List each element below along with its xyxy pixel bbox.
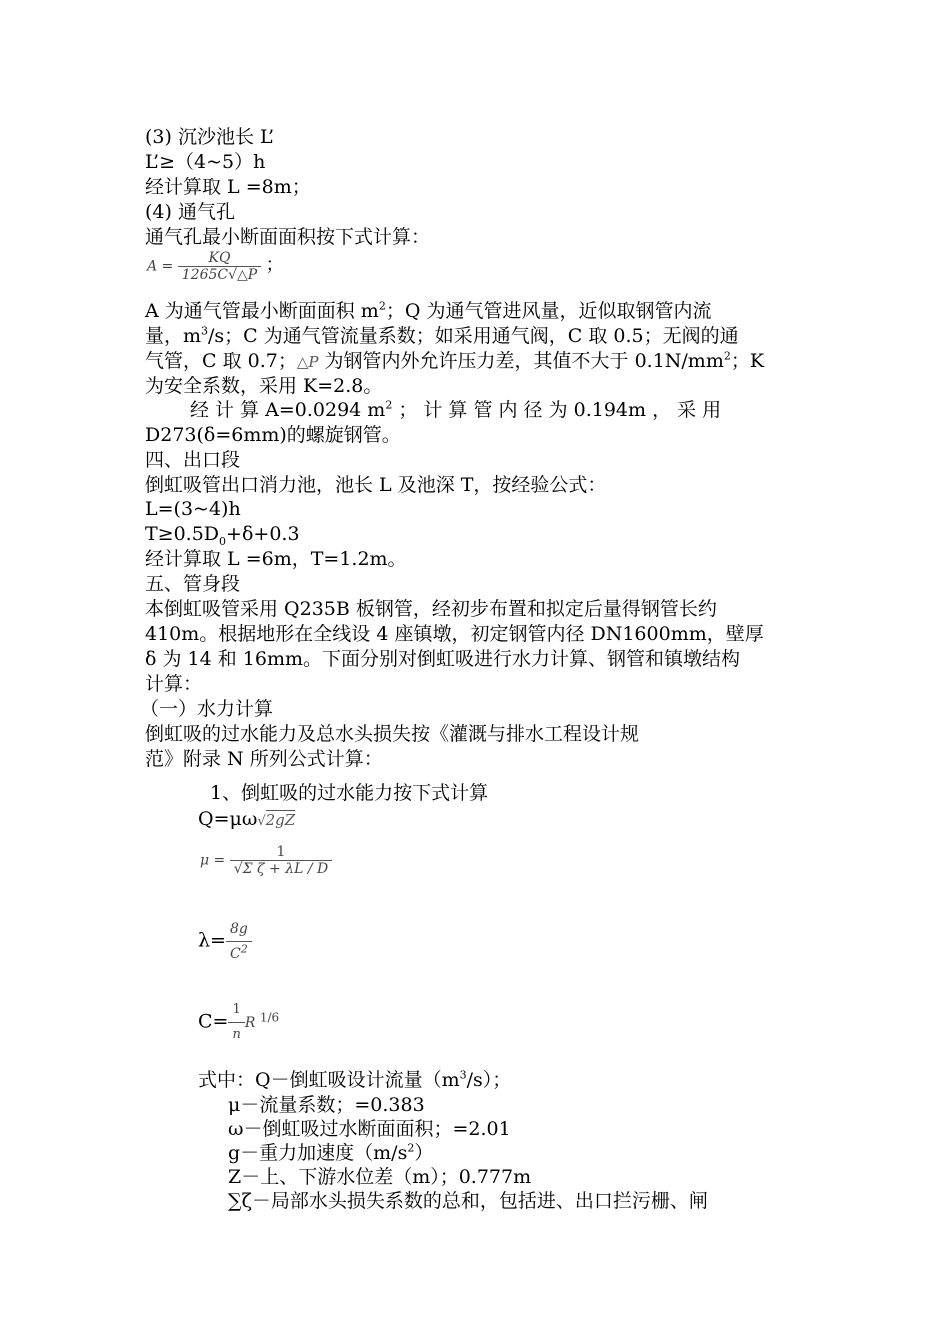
formula-flow-coefficient xyxy=(200,844,332,877)
vent-formula-intro: 通气孔最小断面面积按下式计算： xyxy=(145,226,431,248)
variable-definition: ∑ζ－局部水头损失系数的总和，包括进、出口拦污栅、闸 xyxy=(228,1190,708,1212)
text: R xyxy=(244,1014,256,1031)
text: +δ+0.3 xyxy=(226,523,300,545)
heading-settling-basin-length: (3) 沉沙池长 L’ xyxy=(145,126,275,148)
formula-mu-fraction xyxy=(230,844,333,877)
paragraph-line: 410m。根据地形在全线设 4 座镇墩，初定钢管内径 DN1600mm，壁厚 xyxy=(145,623,764,645)
formula-fraction xyxy=(178,250,261,283)
formula-discharge xyxy=(198,807,295,834)
formula-mu-lhs: μ = xyxy=(200,852,226,869)
formula-mu-numerator: 1 xyxy=(276,844,286,860)
variable-definition xyxy=(228,1141,433,1165)
text: 为钢管内外允许压力差，其值不大于 0.1N/mm xyxy=(318,350,724,372)
vent-area-formula xyxy=(147,250,284,283)
superscript: 2 xyxy=(723,349,731,363)
paragraph-line: D273(δ=6mm)的螺旋钢管。 xyxy=(145,424,401,446)
superscript: 2 xyxy=(378,299,386,313)
text: 量，m xyxy=(145,325,202,347)
formula-q-lhs: Q=μω xyxy=(198,808,258,830)
formula-chezy-coefficient xyxy=(198,998,279,1047)
formula-c-lhs: C= xyxy=(198,1010,229,1033)
heading-hydraulic-calc: （一）水力计算 xyxy=(140,698,274,720)
text: /s）； xyxy=(466,1069,512,1091)
formula-friction-coefficient xyxy=(198,917,252,966)
text: A 为通气管最小断面面积 m xyxy=(145,300,379,322)
result-length: 经计算取 L =8m； xyxy=(145,176,311,198)
formula-denominator: 1265C√△P xyxy=(178,266,261,283)
paragraph-line: 本倒虹吸管采用 Q235B 板钢管，经初步布置和拟定后量得钢管长约 xyxy=(145,598,717,620)
subheading-capacity: 1、倒虹吸的过水能力按下式计算 xyxy=(210,782,489,804)
formula-mu-radicand: Σ ζ + λL / D xyxy=(242,861,329,877)
variable-definition: ω－倒虹吸过水断面面积；=2.01 xyxy=(228,1118,511,1140)
variable-definition: Z－上、下游水位差（m）；0.777m xyxy=(228,1166,532,1188)
paragraph-line xyxy=(145,299,711,323)
paragraph-line: 计算： xyxy=(145,673,203,695)
text: ） xyxy=(414,1142,434,1164)
superscript: 2 xyxy=(385,398,393,412)
formula-c-fraction xyxy=(228,998,244,1047)
formula-sqrt: √2gZ xyxy=(257,811,296,829)
superscript: 1/6 xyxy=(259,1009,280,1024)
heading-pipe-body: 五、管身段 xyxy=(145,573,241,595)
formula-lambda-numerator: 8g xyxy=(229,921,248,937)
formula-radicand: △P xyxy=(237,267,258,283)
formula-den-text: 1265C xyxy=(181,267,229,283)
superscript: 2 xyxy=(240,942,248,956)
text: ；Q 为通气管进风量，近似取钢管内流 xyxy=(385,300,712,322)
text: T≥0.5D xyxy=(145,523,220,545)
formula-c-denominator: n xyxy=(228,1022,244,1047)
text: /s；C 为通气管流量系数；如采用通气阀，C 取 0.5；无阀的通 xyxy=(208,325,739,347)
formula-lambda-fraction xyxy=(226,917,252,966)
superscript: 2 xyxy=(407,1141,415,1155)
text: 经 计 算 A=0.0294 m xyxy=(190,399,386,421)
paragraph-line: δ 为 14 和 16mm。下面分别对倒虹吸进行水力计算、钢管和镇墩结构 xyxy=(145,648,740,670)
variable-definition: μ－流量系数；=0.383 xyxy=(228,1094,425,1116)
result-outlet: 经计算取 L =6m，T=1.2m。 xyxy=(145,548,407,570)
formula-q-radicand: 2gZ xyxy=(265,811,296,829)
paragraph-line: 倒虹吸的过水能力及总水头损失按《灌溉与排水工程设计规 xyxy=(145,723,640,745)
formula-mu-denominator: √Σ ζ + λL / D xyxy=(230,860,333,877)
formula-outlet-depth xyxy=(145,522,300,546)
heading-outlet-section: 四、出口段 xyxy=(145,449,241,471)
text: 气管，C 取 0.7； xyxy=(145,350,297,372)
formula-lambda-lhs: λ= xyxy=(198,929,226,952)
paragraph-line: 为安全系数，采用 K=2.8。 xyxy=(145,375,383,397)
text: ； 计 算 管 内 径 为 0.194m ， 采 用 xyxy=(392,399,722,421)
paragraph-line xyxy=(145,324,739,348)
formula-tail: ； xyxy=(265,254,284,276)
formula-c-numerator: 1 xyxy=(232,1002,241,1017)
formula-numerator: KQ xyxy=(208,250,231,266)
formula-c-r xyxy=(244,1009,280,1031)
text: g－重力加速度（m/s xyxy=(228,1142,408,1164)
formula-outlet-length: L=(3~4)h xyxy=(145,498,241,520)
formula-lhs: A = xyxy=(147,258,174,275)
heading-vent-hole: (4) 通气孔 xyxy=(145,201,235,223)
paragraph-line xyxy=(145,349,764,374)
text: 式中：Q－倒虹吸设计流量（m xyxy=(198,1069,460,1091)
text: C xyxy=(230,946,241,962)
paragraph-line: 倒虹吸管出口消力池，池长 L 及池深 T，按经验公式： xyxy=(145,474,607,496)
text: ；K xyxy=(730,350,765,372)
formula-length-range: L’≥（4~5）h xyxy=(145,151,266,173)
superscript: 3 xyxy=(459,1068,467,1082)
formula-lambda-denominator xyxy=(226,941,252,966)
where-clause xyxy=(198,1068,511,1092)
paragraph-line: 范》附录 N 所列公式计算： xyxy=(145,748,383,770)
subscript: 0 xyxy=(219,534,227,548)
inline-symbol: △P xyxy=(296,353,319,371)
paragraph-line xyxy=(190,398,721,422)
superscript: 3 xyxy=(201,324,209,338)
